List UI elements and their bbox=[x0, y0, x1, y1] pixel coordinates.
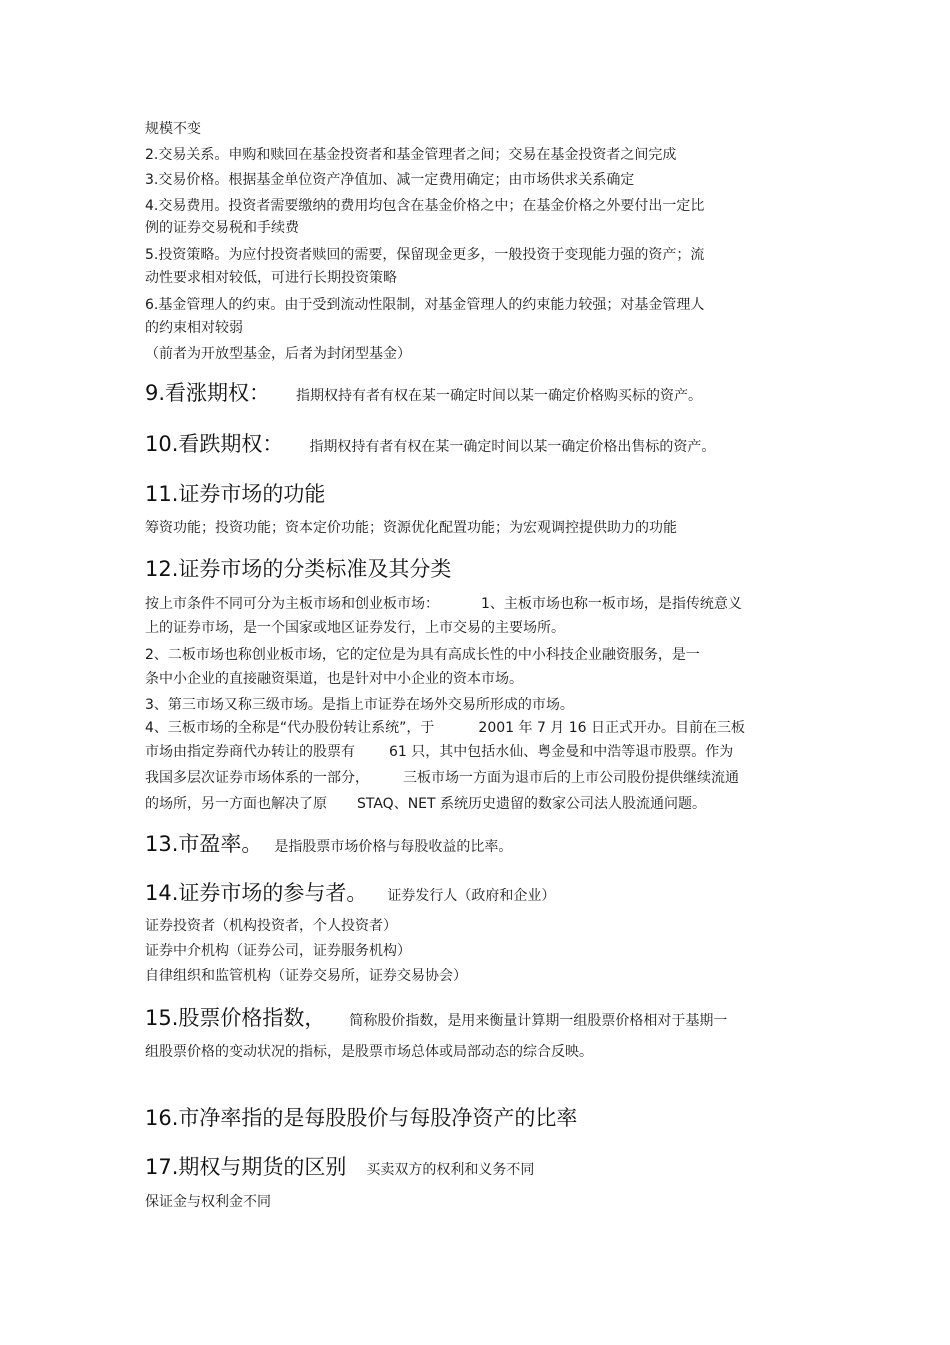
section-heading-11: 11.证券市场的功能 bbox=[145, 482, 326, 506]
heading-description: 买卖双方的权利和义务不同 bbox=[366, 1162, 535, 1178]
text-line: 市场由指定券商代办转让的股票有 61 只，其中包括水仙、粤金曼和中浩等退市股票。作为 bbox=[145, 744, 734, 760]
text-line: 5.投资策略。为应付投资者赎回的需要，保留现金更多，一般投资于变现能力强的资产；流 bbox=[145, 247, 705, 263]
text-line: 4、三板市场的全称是“代办股份转让系统”，于 2001 年 7 月 16 日正式开办。目前在三板 bbox=[145, 720, 746, 736]
section-heading-12: 12.证券市场的分类标准及其分类 bbox=[145, 557, 452, 581]
heading-title: 14.证券市场的参与者。 bbox=[145, 881, 368, 905]
heading-description: 指期权持有者有权在某一确定时间以某一确定价格出售标的资产。 bbox=[309, 439, 716, 455]
text-line: 条中小企业的直接融资渠道，也是针对中小企业的资本市场。 bbox=[145, 671, 523, 687]
heading-description: 是指股票市场价格与每股收益的比率。 bbox=[274, 839, 513, 855]
text-line: 筹资功能；投资功能；资本定价功能；资源优化配置功能；为宏观调控提供助力的功能 bbox=[145, 520, 677, 536]
text-line: 证券中介机构（证券公司，证券服务机构） bbox=[145, 943, 411, 959]
text-line: 证券投资者（机构投资者，个人投资者） bbox=[145, 918, 397, 934]
text-line: 保证金与权利金不同 bbox=[145, 1194, 271, 1210]
section-heading-14 bbox=[145, 879, 555, 910]
heading-description: 简称股价指数，是用来衡量计算期一组股票价格相对于基期一 bbox=[349, 1013, 728, 1029]
section-heading-9 bbox=[145, 379, 702, 410]
text-line: 的约束相对较弱 bbox=[145, 320, 243, 336]
section-heading-16: 16.市净率指的是每股股价与每股净资产的比率 bbox=[145, 1106, 578, 1130]
text-line: 3.交易价格。根据基金单位资产净值加、减一定费用确定；由市场供求关系确定 bbox=[145, 172, 635, 188]
section-heading-17 bbox=[145, 1153, 534, 1184]
text-line: 2.交易关系。申购和赎回在基金投资者和基金管理者之间；交易在基金投资者之间完成 bbox=[145, 147, 677, 163]
text-line: 我国多层次证券市场体系的一部分， 三板市场一方面为退市后的上市公司股份提供继续流通 bbox=[145, 770, 739, 786]
section-heading-13 bbox=[145, 830, 512, 861]
text-line: 4.交易费用。投资者需要缴纳的费用均包含在基金价格之中；在基金价格之外要付出一定比 bbox=[145, 198, 705, 214]
text-line: 3、第三市场又称三级市场。是指上市证券在场外交易所形成的市场。 bbox=[145, 697, 574, 713]
heading-description: 指期权持有者有权在某一确定时间以某一确定价格购买标的资产。 bbox=[296, 388, 703, 404]
heading-title: 9.看涨期权： bbox=[145, 381, 271, 405]
section-heading-10 bbox=[145, 430, 715, 461]
text-line: 按上市条件不同可分为主板市场和创业板市场： 1、主板市场也称一板市场，是指传统意义 bbox=[145, 596, 742, 612]
text-line: 上的证券市场，是一个国家或地区证券发行，上市交易的主要场所。 bbox=[145, 620, 565, 636]
heading-title: 17.期权与期货的区别 bbox=[145, 1155, 347, 1179]
text-line: 规模不变 bbox=[145, 121, 201, 137]
section-heading-15 bbox=[145, 1004, 727, 1035]
text-line: 6.基金管理人的约束。由于受到流动性限制，对基金管理人的约束能力较强；对基金管理人 bbox=[145, 297, 705, 313]
heading-title: 13.市盈率。 bbox=[145, 832, 263, 856]
text-line: 2、二板市场也称创业板市场，它的定位是为具有高成长性的中小科技企业融资服务，是一 bbox=[145, 647, 700, 663]
text-line: 动性要求相对较低，可进行长期投资策略 bbox=[145, 270, 397, 286]
text-line: 例的证券交易税和手续费 bbox=[145, 220, 299, 236]
heading-title: 15.股票价格指数， bbox=[145, 1006, 326, 1030]
text-line: 的场所，另一方面也解决了原 STAQ、NET 系统历史遗留的数家公司法人股流通问题。 bbox=[145, 796, 707, 812]
heading-description: 证券发行人（政府和企业） bbox=[387, 888, 556, 904]
heading-title: 10.看跌期权： bbox=[145, 432, 284, 456]
text-line: 自律组织和监管机构（证券交易所，证券交易协会） bbox=[145, 968, 467, 984]
text-line: （前者为开放型基金，后者为封闭型基金） bbox=[145, 346, 411, 362]
text-line: 组股票价格的变动状况的指标，是股票市场总体或局部动态的综合反映。 bbox=[145, 1044, 593, 1060]
